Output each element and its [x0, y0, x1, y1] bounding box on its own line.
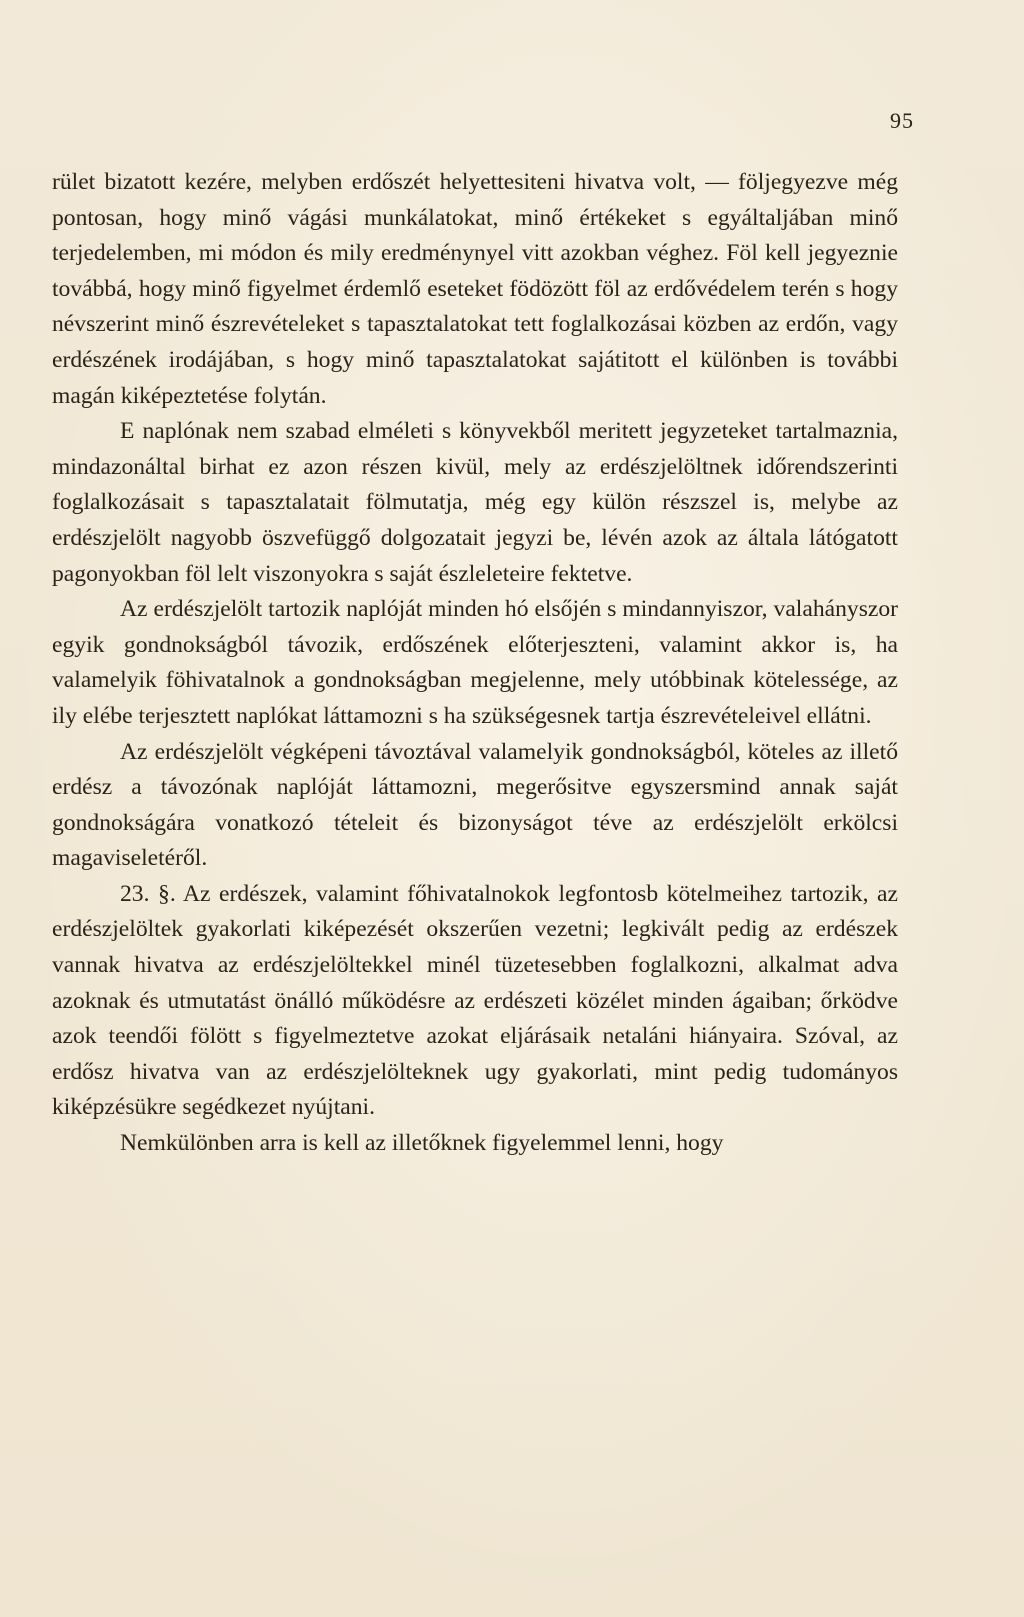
- paragraph-section-23: 23. §. Az erdészek, valamint főhivatalnokok legfontosb kötelmeihez tartozik, az erdészjelöltek gyakorlati kiképezését okszerűen vezetni; legkivált pedig az erdészek vannak hivatva az erdészjelöltekkel minél tüzetesebben foglalkozni, alkalmat adva azoknak és utmutatást önálló működésre az erdészeti közélet minden ágaiban; őrködve azok teendői fölött s figyelmeztetve azokat eljárásaik netaláni hiányaira. Szóval, az erdősz hivatva van az erdészjelölteknek ugy gyakorlati, mint pedig tudományos kiképzésükre segédkezet nyújtani.: [52, 880, 898, 1121]
- page-number: 95: [890, 108, 914, 133]
- paragraph-diary-content: E naplónak nem szabad elméleti s könyvekből meritett jegyzeteket tartalmaznia, mindazonáltal birhat ez azon részen kivül, mely az erdészjelöltnek időrendszerinti foglalkozásait s tapasztalatait fölmutatja, még egy külön részszel is, melybe az erdészjelölt nagyobb öszvefüggő dolgozatait jegyzi be, lévén azok az általa látógatott pagonyokban föl lelt viszonyokra s saját észleleteire fektetve.: [52, 418, 898, 587]
- paragraph-departure-endorsement: Az erdészjelölt végképeni távoztával valamelyik gondnokságból, köteles az illető erdész a távozónak naplóját láttamozni, megerősitve egyszersmind annak saját gondnokságára vonatkozó tételeit és bizonyságot téve az erdészjelölt erkölcsi magaviseletéről.: [52, 738, 898, 872]
- paragraph-diary-submission: Az erdészjelölt tartozik naplóját minden hó elsőjén s mindannyiszor, valahányszor egyik gondnokságból távozik, erdőszének előterjeszteni, valamint akkor is, ha valamelyik föhivatalnok a gondnokságban megjelenne, mely utóbbinak kötelessége, az ily elébe terjesztett naplókat láttamozni s ha szükségesnek tartja észrevételeivel ellátni.: [52, 596, 898, 729]
- paragraph-final-line: Nemkülönben arra is kell az illetőknek figyelemmel lenni, hogy: [120, 1130, 724, 1157]
- page-body: [52, 165, 898, 1162]
- paragraph-continued: rület bizatott kezére, melyben erdőszét helyettesiteni hivatva volt, — följegyezve még pontosan, hogy minő vágási munkálatokat, minő értékeket s egyáltaljában minő terjedelemben, mi módon és mily eredménynyel vitt azokban véghez. Föl kell jegyeznie továbbá, hogy minő figyelmet érdemlő eseteket födözött föl az erdővédelem terén s hogy névszerint minő észrevételeket s tapasztalatokat tett foglalkozásai közben az erdőn, vagy erdészének irodájában, s hogy minő tapasztalatokat sajátitott el különben is további magán kiképeztetése folytán.: [52, 169, 898, 409]
